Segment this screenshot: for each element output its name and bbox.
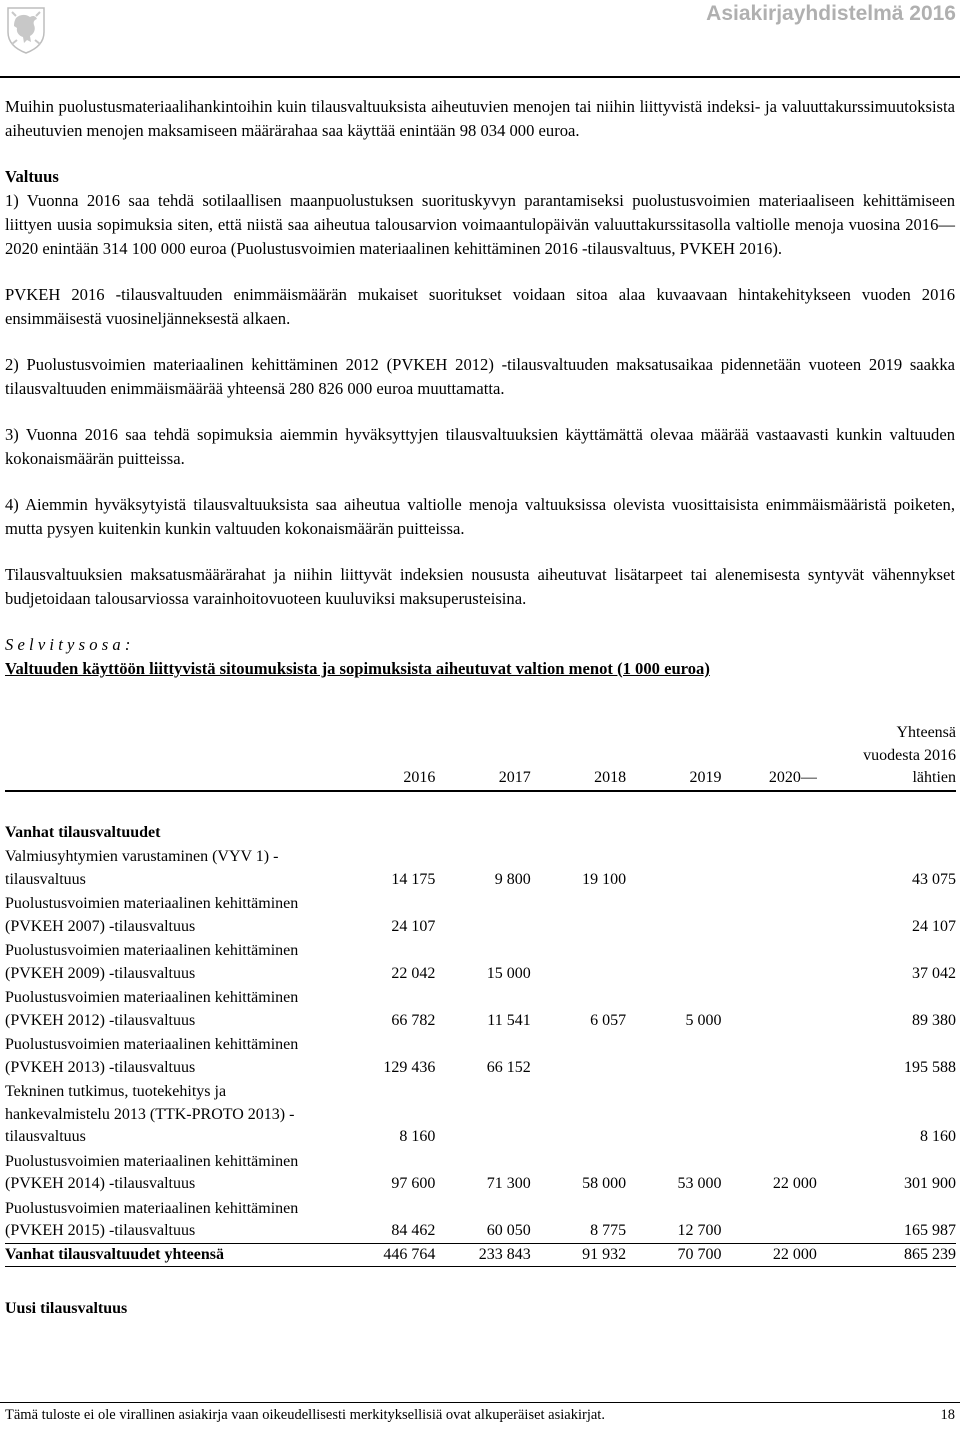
value-cell: [721, 1196, 816, 1244]
table-row: [5, 1196, 956, 1244]
total-cell: 446 764: [340, 1243, 435, 1267]
row-label: Tekninen tutkimus, tuotekehitys ja hankevalmistelu 2013 (TTK-PROTO 2013) -tilausvaltuus: [5, 1083, 295, 1145]
value-cell: [721, 1079, 816, 1149]
intro-paragraph: Muihin puolustusmateriaalihankintoihin kuin tilausvaltuuksista aiheutuvien menojen tai niihin liittyvistä indeksi- ja valuuttakurssimuutoksista aiheutuvien menojen maksamiseen määrärahaa saa käyttää enintään 98 034 000 euroa.: [5, 97, 955, 140]
value-cell: 37 042: [912, 964, 956, 982]
header-cell: 2016: [340, 722, 435, 791]
value-cell: 24 107: [391, 917, 436, 935]
value-cell: 24 107: [912, 917, 956, 935]
total-label: Vanhat tilausvaltuudet yhteensä: [5, 1243, 340, 1267]
value-cell: [435, 891, 530, 938]
page-number: 18: [940, 1407, 955, 1423]
value-cell: [721, 985, 816, 1032]
table-row: [5, 1079, 956, 1149]
total-cell: 233 843: [435, 1243, 530, 1267]
header-cell: 2018: [531, 722, 626, 791]
value-cell: [721, 891, 816, 938]
value-cell: [531, 1079, 626, 1149]
row-label: Puolustusvoimien materiaalinen kehittäminen (PVKEH 2007) -tilausvaltuus: [5, 895, 299, 935]
valtuus-heading: Valtuus: [5, 167, 59, 186]
value-cell: 66 152: [486, 1058, 531, 1076]
row-label: Puolustusvoimien materiaalinen kehittäminen (PVKEH 2012) -tilausvaltuus: [5, 989, 299, 1029]
document-collection-title: Asiakirjayhdistelmä 2016: [706, 2, 956, 25]
value-cell: [721, 938, 816, 985]
lion-coat-of-arms-icon: [4, 4, 48, 54]
value-cell: 84 462: [391, 1222, 436, 1239]
row-label: Puolustusvoimien materiaalinen kehittäminen (PVKEH 2009) -tilausvaltuus: [5, 942, 299, 982]
value-cell: 97 600: [391, 1175, 436, 1192]
header-cell: 2020—: [721, 722, 816, 791]
value-cell: 129 436: [383, 1058, 436, 1076]
paragraph-5: 4) Aiemmin hyväksytyistä tilausvaltuuksista saa aiheutua valtiolle menoja valtuuksissa olevista vuosittaisista enimmäismääristä poiketen, mutta pysyen kuitenkin kunkin valtuuden kokonaismäärän puitteissa.: [5, 495, 955, 538]
value-cell: [721, 1032, 816, 1079]
value-cell: 8 775: [590, 1222, 627, 1239]
table-row: [5, 844, 956, 891]
total-cell: 865 239: [817, 1243, 956, 1267]
table-header-row: [5, 722, 956, 791]
value-cell: 12 700: [677, 1222, 722, 1239]
value-cell: 6 057: [590, 1011, 627, 1029]
value-cell: 8 160: [920, 1128, 956, 1145]
value-cell: [531, 1032, 626, 1079]
row-label: Puolustusvoimien materiaalinen kehittäminen (PVKEH 2013) -tilausvaltuus: [5, 1036, 299, 1076]
value-cell: [721, 844, 816, 891]
table-title: Valtuuden käyttöön liittyvistä sitoumuksista ja sopimuksista aiheutuvat valtion menot (1 000 euroa): [5, 659, 710, 678]
value-cell: 5 000: [685, 1011, 722, 1029]
table-row: [5, 938, 956, 985]
value-cell: [435, 1079, 530, 1149]
value-cell: 9 800: [494, 870, 531, 888]
value-cell: 22 042: [391, 964, 436, 982]
value-cell: 165 987: [904, 1222, 956, 1239]
value-cell: 89 380: [912, 1011, 956, 1029]
value-cell: [626, 1032, 721, 1079]
total-cell: 22 000: [721, 1243, 816, 1267]
budget-table: [5, 722, 956, 1267]
value-cell: 15 000: [486, 964, 531, 982]
value-cell: 195 588: [904, 1058, 956, 1076]
paragraph-6: Tilausvaltuuksien maksatusmäärärahat ja niihin liittyvät indeksien noususta aiheutuvat lisätarpeet tai alenemisesta syntyvät vähennykset budjetoidaan talousarviossa varainhoitovuoteen kuuluviksi maksuperusteisina.: [5, 565, 955, 608]
value-cell: 19 100: [582, 870, 627, 888]
value-cell: [531, 891, 626, 938]
value-cell: 71 300: [486, 1175, 531, 1192]
value-cell: 43 075: [912, 870, 956, 888]
header-cell: 2019: [626, 722, 721, 791]
paragraph-2: PVKEH 2016 -tilausvaltuuden enimmäismäärän mukaiset suoritukset voidaan sitoa alaa kuvaavaan hintakehitykseen vuoden 2016 ensimmäisestä vuosineljänneksestä alkaen.: [5, 285, 955, 328]
value-cell: 11 541: [487, 1011, 531, 1029]
selvitysosa-heading: Selvitysosa:: [5, 635, 135, 654]
main-text: [5, 95, 955, 681]
paragraph-1: 1) Vuonna 2016 saa tehdä sotilaallisen maanpuolustuksen suorituskyvyn parantamiseksi puolustusvoimien materiaaliseen kehittämiseen liittyen uusia sopimuksia siten, että niistä saa aiheutua talousarvion voimaantulopäivän valuuttakurssitasolla valtiolle menoja vuosina 2016—2020 enintään 314 100 000 euroa (Puolustusvoimien materiaalinen kehittäminen 2016 -tilausvaltuus, PVKEH 2016).: [5, 191, 955, 258]
total-row: [5, 1243, 956, 1267]
footer-divider: [0, 1402, 960, 1403]
total-cell: 70 700: [626, 1243, 721, 1267]
value-cell: 58 000: [582, 1175, 627, 1192]
row-label: Puolustusvoimien materiaalinen kehittäminen (PVKEH 2015) -tilausvaltuus: [5, 1199, 299, 1239]
table-row: [5, 891, 956, 938]
row-label: Puolustusvoimien materiaalinen kehittäminen (PVKEH 2014) -tilausvaltuus: [5, 1152, 299, 1192]
row-label: Valmiusyhtymien varustaminen (VYV 1) -tilausvaltuus: [5, 848, 279, 888]
value-cell: [626, 844, 721, 891]
header-cell: 2017: [435, 722, 530, 791]
value-cell: 301 900: [904, 1175, 956, 1192]
value-cell: 8 160: [399, 1128, 436, 1145]
value-cell: 66 782: [391, 1011, 436, 1029]
value-cell: [626, 891, 721, 938]
header-divider: [0, 76, 960, 78]
value-cell: [626, 938, 721, 985]
table-row: [5, 1149, 956, 1196]
paragraph-3: 2) Puolustusvoimien materiaalinen kehittäminen 2012 (PVKEH 2012) -tilausvaltuuden maksatusaikaa pidennetään vuoteen 2019 saakka tilausvaltuuden enimmäismäärää yhteensä 280 826 000 euroa muuttamatta.: [5, 355, 955, 398]
table-row: [5, 1032, 956, 1079]
footer-disclaimer: Tämä tuloste ei ole virallinen asiakirja vaan oikeudellisesti merkityksellisiä ovat alkuperäiset asiakirjat.: [5, 1407, 605, 1423]
section-heading: Vanhat tilausvaltuudet: [5, 823, 161, 841]
total-cell: 91 932: [531, 1243, 626, 1267]
table-row: [5, 985, 956, 1032]
value-cell: 14 175: [391, 870, 436, 888]
header-cell: Yhteensä vuodesta 2016 lähtien: [817, 722, 956, 791]
new-section-heading: Uusi tilausvaltuus: [5, 1300, 128, 1317]
value-cell: 53 000: [677, 1175, 722, 1192]
value-cell: 22 000: [772, 1175, 817, 1192]
value-cell: [626, 1079, 721, 1149]
value-cell: [531, 938, 626, 985]
value-cell: 60 050: [486, 1222, 531, 1239]
paragraph-4: 3) Vuonna 2016 saa tehdä sopimuksia aiemmin hyväksyttyjen tilausvaltuuksien käyttämättä olevaa määrää vastaavasti kunkin valtuuden kokonaismäärän puitteissa.: [5, 425, 955, 468]
